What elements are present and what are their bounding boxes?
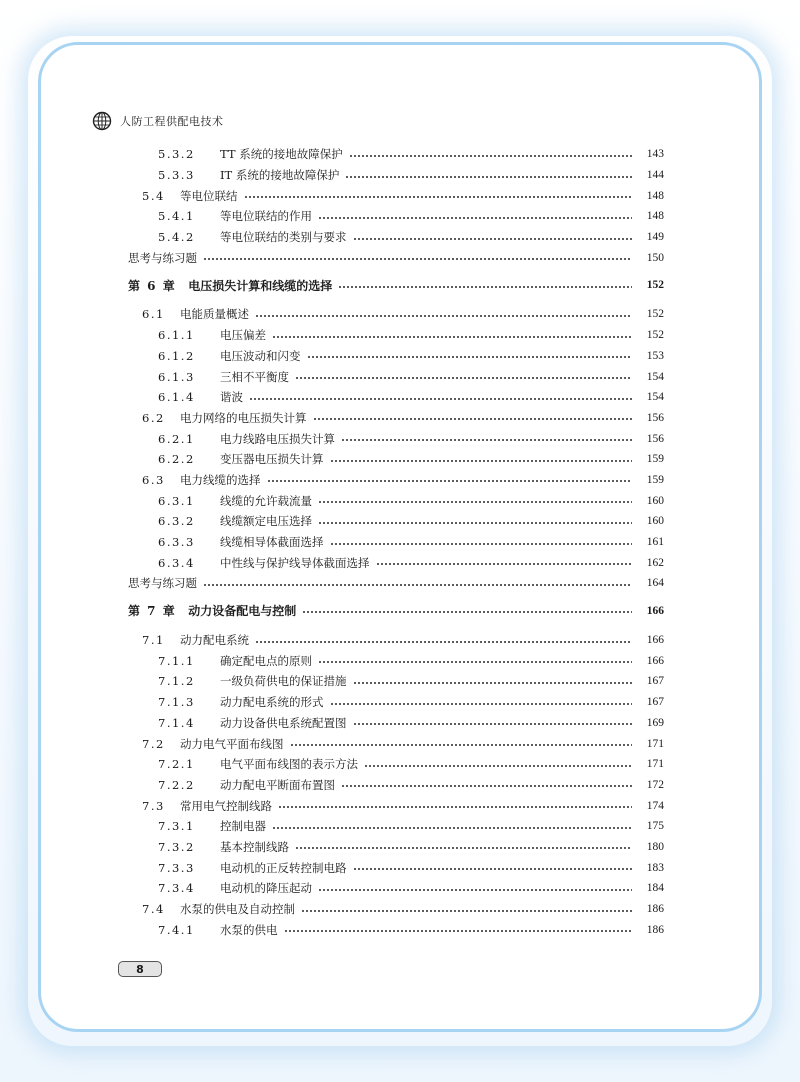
toc-row[interactable] — [128, 346, 664, 367]
toc-page-number: 171 — [646, 758, 664, 771]
toc-entry-number: 5.4.1 — [158, 209, 195, 224]
toc-entry-number: 6.2.2 — [158, 452, 195, 467]
toc-entry-title: 水泵的供电及自动控制 — [180, 902, 295, 917]
toc-entry-title: 等电位联结的作用 — [220, 209, 312, 224]
toc-entry-title: 电动机的正反转控制电路 — [220, 860, 347, 875]
toc-entry-number: 7.3.2 — [158, 839, 195, 854]
dot-leader — [295, 847, 632, 849]
toc-entry-number: 5.4.2 — [158, 230, 195, 245]
dot-leader — [318, 661, 632, 663]
toc-entry-title: 一级负荷供电的保证措施 — [220, 674, 347, 689]
toc-entry-title: 线缆相导体截面选择 — [220, 535, 324, 550]
toc-page-number: 159 — [646, 453, 664, 466]
dot-leader — [255, 315, 632, 317]
dot-leader — [278, 806, 632, 808]
toc-page-number: 167 — [646, 675, 664, 688]
globe-book-icon — [92, 111, 112, 131]
toc-page-number: 143 — [646, 148, 664, 161]
toc-page-number: 166 — [646, 634, 664, 647]
toc-chapter-row[interactable] — [128, 275, 664, 295]
toc-entry-title: 动力设备供电系统配置图 — [220, 715, 347, 730]
toc-row[interactable] — [128, 795, 664, 816]
toc-entry-number: 6.1.1 — [158, 328, 195, 343]
toc-row[interactable] — [128, 511, 664, 532]
toc-entry-title: 线缆额定电压选择 — [220, 514, 312, 529]
dot-leader — [330, 703, 633, 705]
dot-leader — [318, 217, 632, 219]
toc-row[interactable] — [128, 837, 664, 858]
toc-entry-number: 7.1.4 — [158, 715, 195, 730]
toc-row[interactable] — [128, 227, 664, 248]
toc-entry-title: 等电位联结 — [180, 188, 238, 203]
dot-leader — [353, 682, 633, 684]
toc-page-number: 166 — [646, 654, 664, 667]
toc-row[interactable] — [128, 692, 664, 713]
toc-entry-title: 电动机的降压起动 — [220, 881, 312, 896]
toc-page-number: 154 — [646, 370, 664, 383]
toc-entry-title: 确定配电点的原则 — [220, 653, 312, 668]
toc-row[interactable] — [128, 428, 664, 449]
toc-entry-number: 6.3.2 — [158, 514, 195, 529]
toc-entry-number: 7.1.1 — [158, 653, 195, 668]
toc-entry-title: 电能质量概述 — [180, 307, 249, 322]
dot-leader — [353, 723, 633, 725]
toc-page-number: 150 — [646, 251, 664, 264]
toc-page-number: 160 — [646, 515, 664, 528]
toc-page-number: 152 — [646, 279, 664, 292]
toc-entry-title: 等电位联结的类别与要求 — [220, 230, 347, 245]
book-title: 人防工程供配电技术 — [120, 115, 224, 128]
toc-page-number: 159 — [646, 473, 664, 486]
toc-row[interactable] — [128, 775, 664, 796]
toc-page-number: 186 — [646, 923, 664, 936]
running-header — [92, 110, 224, 132]
toc-entry-number: 6.3.1 — [158, 493, 195, 508]
toc-row[interactable] — [128, 532, 664, 553]
toc-row[interactable] — [128, 408, 664, 429]
dot-leader — [376, 563, 633, 565]
toc-entry-title: 基本控制线路 — [220, 839, 289, 854]
toc-entry-title: 水泵的供电 — [220, 922, 278, 937]
toc-entry-number: 7.2.1 — [158, 757, 195, 772]
toc-row[interactable] — [128, 490, 664, 511]
toc-entry-number: 6.3 — [142, 472, 165, 487]
toc-entry-number: 第 6 章 — [128, 278, 177, 293]
toc-entry-title: 电压波动和闪变 — [220, 348, 301, 363]
toc-entry-title: 电压损失计算和线缆的选择 — [188, 278, 333, 293]
toc-entry-number: 6.1 — [142, 307, 165, 322]
dot-leader — [203, 258, 632, 260]
toc-entry-number: 6.2 — [142, 410, 165, 425]
toc-entry-number: 7.3.3 — [158, 860, 195, 875]
dot-leader — [364, 765, 632, 767]
toc-page-number: 162 — [646, 556, 664, 569]
toc-entry-number: 5.3.2 — [158, 147, 195, 162]
toc-entry-number: 7.4 — [142, 902, 165, 917]
dot-leader — [267, 480, 633, 482]
dot-leader — [318, 522, 632, 524]
toc-entry-title: 谐波 — [220, 390, 243, 405]
dot-leader — [302, 611, 632, 613]
toc-row[interactable] — [128, 816, 664, 837]
toc-entry-number: 5.4 — [142, 188, 165, 203]
dot-leader — [284, 930, 633, 932]
toc-page-number: 183 — [646, 861, 664, 874]
toc-entry-number: 7.2.2 — [158, 777, 195, 792]
toc-row[interactable] — [128, 449, 664, 470]
dot-leader — [272, 827, 632, 829]
dot-leader — [353, 868, 633, 870]
toc-entry-number: 6.3.3 — [158, 535, 195, 550]
toc-row[interactable] — [128, 857, 664, 878]
toc-row[interactable] — [128, 387, 664, 408]
toc-row[interactable] — [128, 878, 664, 899]
toc-row[interactable] — [128, 144, 664, 165]
toc-entry-title: 动力电气平面布线图 — [180, 736, 284, 751]
toc-page-number: 148 — [646, 210, 664, 223]
dot-leader — [272, 336, 632, 338]
toc-entry-number: 7.1 — [142, 633, 165, 648]
dot-leader — [249, 398, 632, 400]
toc-entry-title: 三相不平衡度 — [220, 369, 289, 384]
toc-entry-number: 7.3.4 — [158, 881, 195, 896]
toc-entry-title: IT 系统的接地故障保护 — [220, 168, 340, 183]
table-of-contents — [128, 144, 664, 940]
toc-row[interactable] — [128, 165, 664, 186]
toc-row[interactable] — [128, 899, 664, 920]
toc-entry-number: 5.3.3 — [158, 168, 195, 183]
toc-page-number: 169 — [646, 716, 664, 729]
toc-entry-number: 6.3.4 — [158, 555, 195, 570]
toc-page-number: 154 — [646, 391, 664, 404]
toc-page-number: 152 — [646, 308, 664, 321]
toc-entry-title: 电力线路电压损失计算 — [220, 431, 335, 446]
toc-entry-title: 动力设备配电与控制 — [188, 604, 297, 619]
toc-page-number: 184 — [646, 882, 664, 895]
toc-entry-title: 常用电气控制线路 — [180, 798, 272, 813]
toc-entry-title: 电气平面布线图的表示方法 — [220, 757, 358, 772]
toc-page-number: 180 — [646, 840, 664, 853]
dot-leader — [349, 155, 632, 157]
toc-page-number: 166 — [646, 604, 664, 617]
toc-page-number: 174 — [646, 799, 664, 812]
toc-entry-title: 动力配电系统的形式 — [220, 695, 324, 710]
toc-page-number: 161 — [646, 536, 664, 549]
dot-leader — [255, 641, 632, 643]
dot-leader — [290, 744, 633, 746]
toc-entry-number: 7.2 — [142, 736, 165, 751]
dot-leader — [345, 176, 632, 178]
toc-page-number: 172 — [646, 778, 664, 791]
toc-entry-number: 7.4.1 — [158, 922, 195, 937]
toc-page-number: 175 — [646, 820, 664, 833]
dot-leader — [313, 418, 633, 420]
toc-entry-number: 7.3 — [142, 798, 165, 813]
toc-page-number: 153 — [646, 349, 664, 362]
toc-entry-number: 7.3.1 — [158, 819, 195, 834]
toc-entry-title: TT 系统的接地故障保护 — [220, 147, 343, 162]
toc-row[interactable] — [128, 247, 664, 268]
toc-page-number: 171 — [646, 737, 664, 750]
toc-row[interactable] — [128, 185, 664, 206]
toc-row[interactable] — [128, 206, 664, 227]
dot-leader — [203, 584, 632, 586]
toc-row[interactable] — [128, 470, 664, 491]
toc-page-number: 144 — [646, 169, 664, 182]
toc-entry-title: 电力网络的电压损失计算 — [180, 410, 307, 425]
toc-row[interactable] — [128, 304, 664, 325]
toc-entry-title: 思考与练习题 — [128, 576, 197, 591]
dot-leader — [341, 785, 632, 787]
toc-entry-number: 第 7 章 — [128, 604, 177, 619]
toc-page-number: 152 — [646, 329, 664, 342]
toc-row[interactable] — [128, 713, 664, 734]
toc-row[interactable] — [128, 754, 664, 775]
toc-entry-number: 6.1.3 — [158, 369, 195, 384]
toc-entry-number: 7.1.3 — [158, 695, 195, 710]
dot-leader — [301, 910, 632, 912]
toc-row[interactable] — [128, 630, 664, 651]
page-number-badge: 8 — [118, 961, 162, 977]
toc-entry-title: 控制电器 — [220, 819, 266, 834]
toc-entry-title: 中性线与保护线导体截面选择 — [220, 555, 370, 570]
toc-row[interactable] — [128, 325, 664, 346]
toc-row[interactable] — [128, 919, 664, 940]
toc-page-number: 148 — [646, 189, 664, 202]
toc-page-number: 149 — [646, 231, 664, 244]
toc-row[interactable] — [128, 552, 664, 573]
dot-leader — [330, 460, 633, 462]
toc-row[interactable] — [128, 573, 664, 594]
toc-page-number: 167 — [646, 696, 664, 709]
toc-entry-title: 电力线缆的选择 — [180, 472, 261, 487]
toc-entry-title: 动力配电平断面布置图 — [220, 777, 335, 792]
toc-entry-number: 6.1.2 — [158, 348, 195, 363]
toc-entry-title: 动力配电系统 — [180, 633, 249, 648]
toc-entry-number: 6.2.1 — [158, 431, 195, 446]
toc-row[interactable] — [128, 366, 664, 387]
dot-leader — [341, 439, 632, 441]
dot-leader — [307, 356, 633, 358]
toc-row[interactable] — [128, 650, 664, 671]
toc-page-number: 156 — [646, 432, 664, 445]
dot-leader — [318, 889, 632, 891]
toc-page-number: 164 — [646, 577, 664, 590]
dot-leader — [338, 286, 632, 288]
toc-page-number: 160 — [646, 494, 664, 507]
toc-entry-title: 线缆的允许载流量 — [220, 493, 312, 508]
dot-leader — [330, 543, 633, 545]
dot-leader — [295, 377, 632, 379]
toc-entry-title: 思考与练习题 — [128, 250, 197, 265]
toc-chapter-row[interactable] — [128, 601, 664, 621]
toc-entry-title: 变压器电压损失计算 — [220, 452, 324, 467]
dot-leader — [244, 196, 633, 198]
toc-page-number: 156 — [646, 411, 664, 424]
toc-entry-title: 电压偏差 — [220, 328, 266, 343]
toc-entry-number: 7.1.2 — [158, 674, 195, 689]
toc-row[interactable] — [128, 733, 664, 754]
dot-leader — [318, 501, 632, 503]
toc-page-number: 186 — [646, 903, 664, 916]
toc-row[interactable] — [128, 671, 664, 692]
toc-entry-number: 6.1.4 — [158, 390, 195, 405]
dot-leader — [353, 238, 633, 240]
